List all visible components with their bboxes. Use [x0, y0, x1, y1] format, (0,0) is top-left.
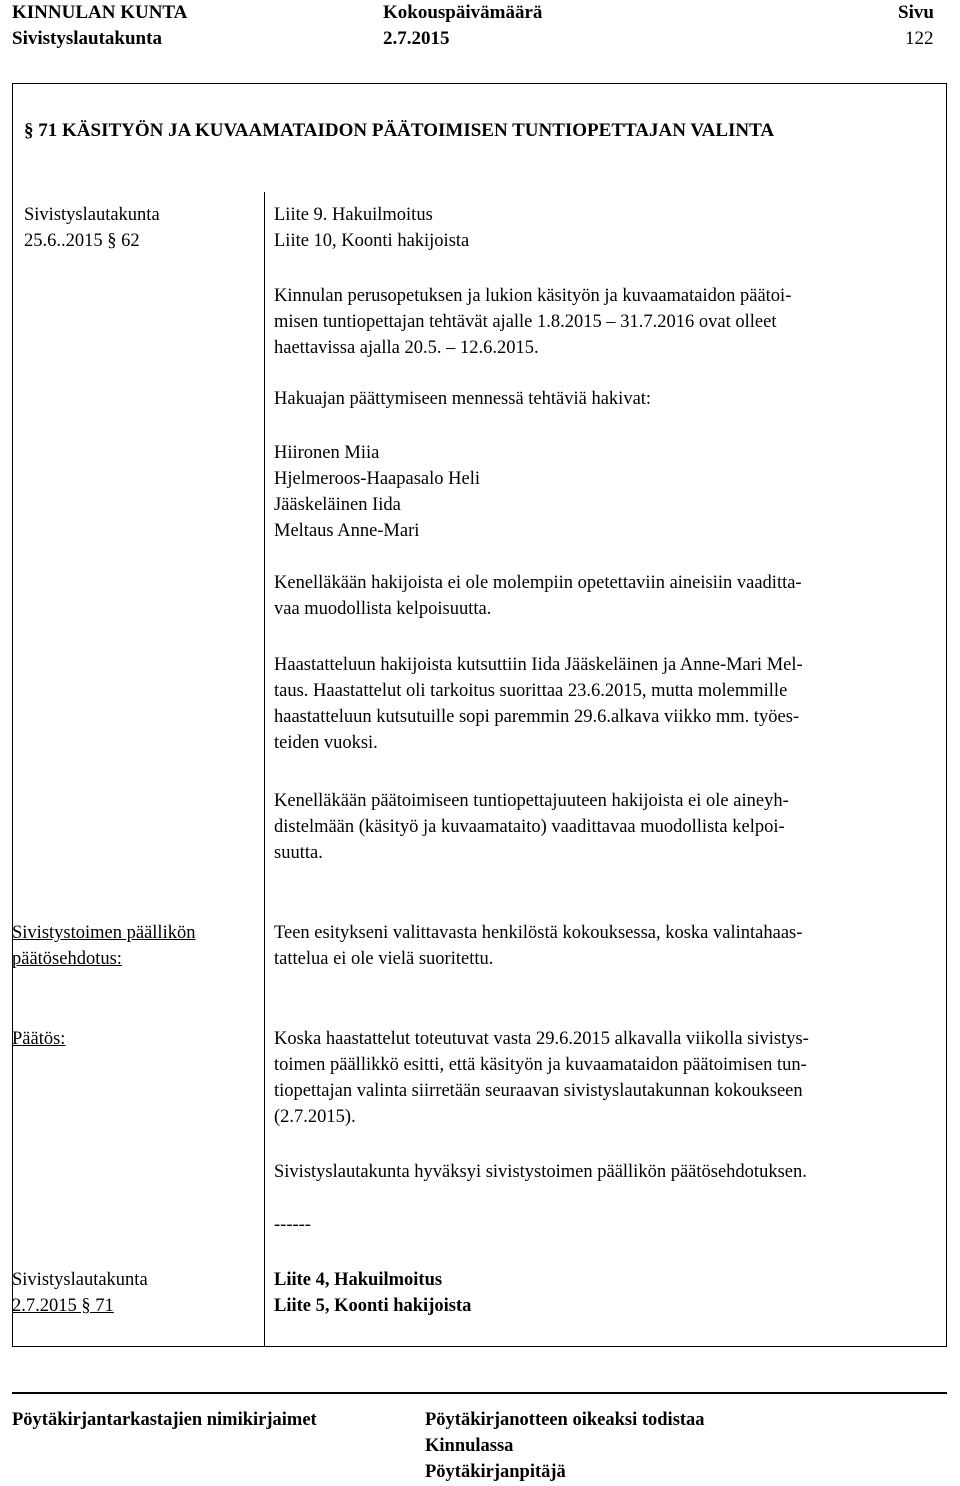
- footer-certified: Pöytäkirjanotteen oikeaksi todistaa: [425, 1410, 705, 1430]
- column-divider: [264, 192, 265, 1346]
- decision-separator: ------: [274, 1215, 311, 1235]
- proposal-label-line: päätösehdotus:: [12, 949, 122, 969]
- paragraph-line: teiden vuoksi.: [274, 733, 378, 753]
- paragraph-line: suutta.: [274, 843, 323, 863]
- reference-attachments: [274, 1267, 944, 1319]
- paragraph-combination: [274, 788, 944, 866]
- paragraph-line: Kenelläkään hakijoista ei ole molempiin opetettaviin aineisiin vaaditta-: [274, 573, 802, 593]
- footer-place: Kinnulassa: [425, 1436, 514, 1456]
- paragraph-line: Teen esitykseni valittavasta henkilöstä kokouksessa, koska valintahaas-: [274, 923, 803, 943]
- applicant-name: Hiironen Miia: [274, 443, 380, 463]
- organization-name: KINNULAN KUNTA: [12, 2, 188, 23]
- frame-left-line: [12, 83, 13, 1346]
- paragraph-line: distelmään (käsityö ja kuvaamataito) vaadittavaa muodollista kelpoi-: [274, 817, 785, 837]
- applicants-intro: Hakuajan päättymiseen mennessä tehtäviä hakivat:: [274, 389, 652, 409]
- paragraph-line: Kinnulan perusopetuksen ja lukion käsityön ja kuvaamataidon päätoi-: [274, 286, 792, 306]
- prep-ref-date: 25.6..2015 § 62: [24, 231, 140, 251]
- paragraph-line: tattelua ei ole vielä suoritettu.: [274, 949, 494, 969]
- attachment-item: Liite 10, Koonti hakijoista: [274, 231, 470, 251]
- paragraph-interviews: [274, 652, 944, 756]
- attachment-item: Liite 9. Hakuilmoitus: [274, 205, 433, 225]
- paragraph-vacancy: [274, 283, 944, 361]
- frame-top-line: [12, 83, 947, 84]
- decision-label: Päätös:: [12, 1029, 66, 1049]
- paragraph-line: vaa muodollista kelpoisuutta.: [274, 599, 492, 619]
- prep-attachments: [274, 202, 944, 254]
- paragraph-line: Kenelläkään päätoimiseen tuntiopettajuuteen hakijoista ei ole aineyh-: [274, 791, 789, 811]
- meeting-date: 2.7.2015: [383, 28, 450, 49]
- proposal-label-line: Sivistystoimen päällikön: [12, 923, 196, 943]
- applicant-name: Jääskeläinen Iida: [274, 495, 401, 515]
- paragraph-line: tiopettajan valinta siirretään seuraavan sivistyslautakunnan kokoukseen: [274, 1081, 803, 1101]
- proposal-label: [12, 920, 195, 972]
- section-title: § 71 KÄSITYÖN JA KUVAAMATAIDON PÄÄTOIMISEN TUNTIOPETTAJAN VALINTA: [24, 120, 775, 141]
- prep-ref-committee: Sivistyslautakunta: [24, 205, 160, 225]
- paragraph-line: haastatteluun kutsutuille sopi paremmin 29.6.alkava viikko mm. työes-: [274, 707, 800, 727]
- decision-approval: Sivistyslautakunta hyväksyi sivistystoimen päällikön päätösehdotuksen.: [274, 1162, 807, 1182]
- applicant-name: Hjelmeroos-Haapasalo Heli: [274, 469, 480, 489]
- paragraph-line: taus. Haastattelut oli tarkoitus suorittaa 23.6.2015, mutta molemmille: [274, 681, 788, 701]
- proposal-text: [274, 920, 944, 972]
- reference-date: 2.7.2015 § 71: [12, 1296, 114, 1316]
- frame-right-line: [946, 83, 947, 1346]
- frame-bottom-line: [12, 1346, 947, 1347]
- paragraph-line: Koska haastattelut toteutuvat vasta 29.6.2015 alkavalla viikolla sivistys-: [274, 1029, 809, 1049]
- paragraph-line: misen tuntiopettajan tehtävät ajalle 1.8.2015 – 31.7.2016 ovat olleet: [274, 312, 777, 332]
- meeting-date-label: Kokouspäivämäärä: [383, 2, 543, 23]
- decision-text: [274, 1026, 944, 1130]
- paragraph-line: Haastatteluun hakijoista kutsuttiin Iida Jääskeläinen ja Anne-Mari Mel-: [274, 655, 803, 675]
- paragraph-line: toimen päällikkö esitti, että käsityön ja kuvaamataidon päätoimisen tun-: [274, 1055, 807, 1075]
- paragraph-qualification: [274, 570, 944, 622]
- paragraph-line: haettavissa ajalla 20.5. – 12.6.2015.: [274, 338, 539, 358]
- attachment-item: Liite 4, Hakuilmoitus: [274, 1270, 443, 1290]
- paragraph-line: (2.7.2015).: [274, 1107, 356, 1127]
- footer-inspectors: Pöytäkirjantarkastajien nimikirjaimet: [12, 1410, 317, 1430]
- page-label: Sivu: [898, 2, 934, 23]
- attachment-item: Liite 5, Koonti hakijoista: [274, 1296, 472, 1316]
- applicants-list: [274, 440, 944, 544]
- footer-line: [12, 1392, 947, 1394]
- footer-keeper: Pöytäkirjanpitäjä: [425, 1462, 566, 1482]
- page-number: 122: [905, 28, 934, 49]
- applicant-name: Meltaus Anne-Mari: [274, 521, 420, 541]
- committee-name: Sivistyslautakunta: [12, 28, 162, 49]
- reference-committee: Sivistyslautakunta: [12, 1270, 148, 1290]
